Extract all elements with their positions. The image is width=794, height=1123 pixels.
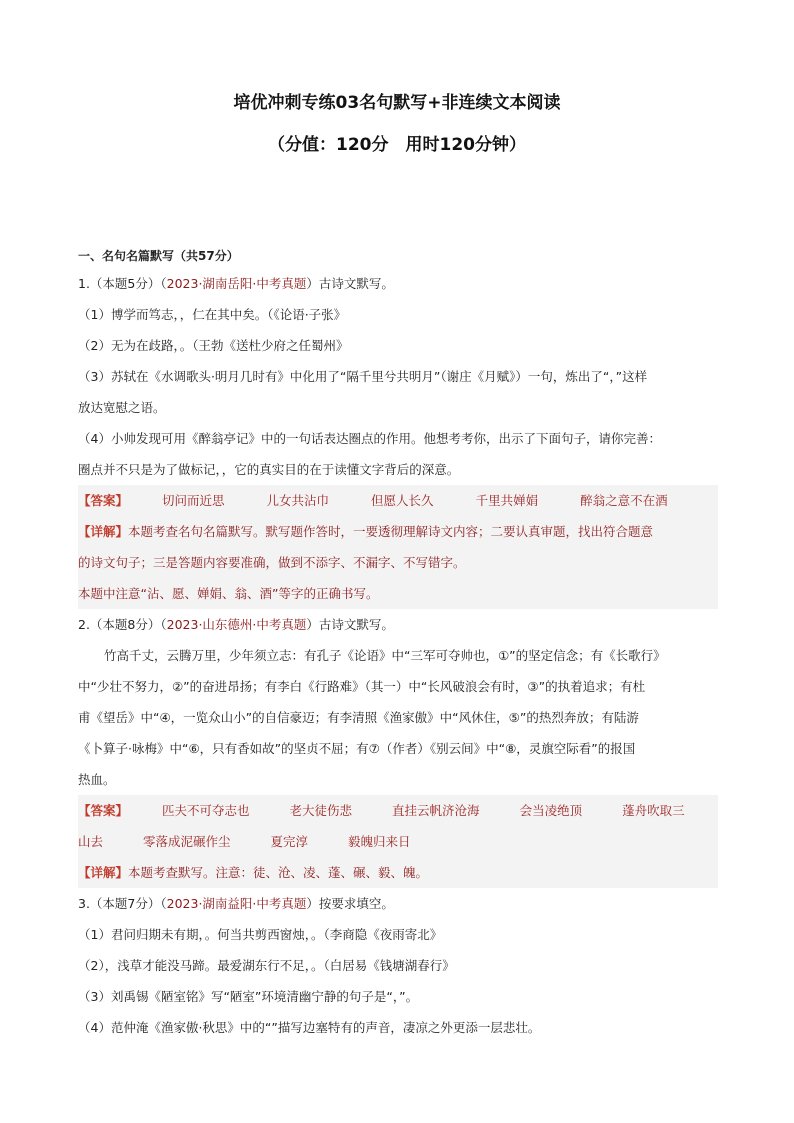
detail-tag: 【详解】 <box>78 524 129 539</box>
question-2-passage: 甫《望岳》中“④，一览众山小”的自信豪迈；有李清照《渔家傲》中“风休住，⑤”的热烈奔放；有陆游 <box>78 710 639 725</box>
answer-item: 蓬舟吹取三 <box>622 803 685 818</box>
page-subtitle: （分值：120分 用时120分钟） <box>268 135 526 155</box>
detail-tag: 【详解】 <box>78 865 129 880</box>
question-1-item: 放达宽慰之语。 <box>78 400 166 415</box>
answer-item: 毅魄归来日 <box>348 834 411 849</box>
question-1-detail: 【详解】本题考查名句名篇默写。默写题作答时，一要透彻理解诗文内容；二要认真审题，找出符合题意 <box>78 516 718 547</box>
question-1-detail: 本题中注意“沾、愿、婵娟、翁、酒”等字的正确书写。 <box>78 578 718 609</box>
question-2-detail: 【详解】本题考查默写。注意：徒、沧、凌、蓬、碾、毅、魄。 <box>78 857 718 888</box>
document-body <box>78 244 718 1043</box>
answer-item: 醉翁之意不在酒 <box>580 493 668 508</box>
answer-item: 直挂云帆济沧海 <box>392 803 480 818</box>
question-2-passage: 热血。 <box>78 772 116 787</box>
question-1-item: 圈点并不只是为了做标记，，它的真实目的在于读懂文字背后的深意。 <box>78 462 460 477</box>
question-1-item: （3）苏轼在《水调歌头·明月几时有》中化用了“隔千里兮共明月”（谢庄《月赋》）一句，炼出了“，”这样 <box>78 369 648 384</box>
answer-item: 儿女共沾巾 <box>266 493 330 508</box>
answer-item: 零落成泥碾作尘 <box>143 834 231 849</box>
question-3-source: 2023·湖南益阳·中考真题 <box>166 896 307 911</box>
question-1-item: （2）无为在歧路，。（王勃《送杜少府之任蜀州》 <box>78 338 349 353</box>
page-title: 培优冲刺专练03名句默写+非连续文本阅读 <box>233 93 561 113</box>
question-3-header: 3.（本题7分）（2023·湖南益阳·中考真题）按要求填空。 <box>78 896 394 911</box>
question-2-answer <box>78 826 718 857</box>
answer-item: 匹夫不可夺志也 <box>162 803 250 818</box>
question-2-passage: 中“少壮不努力，②”的奋进昂扬；有李白《行路难》（其一）中“长风破浪会有时，③”的执着追求；有杜 <box>78 679 646 694</box>
answer-item: 千里共婵娟 <box>475 493 539 508</box>
answer-item: 夏完淳 <box>270 834 309 849</box>
answer-item: 山去 <box>78 834 104 849</box>
answer-tag: 【答案】 <box>78 493 129 508</box>
question-2-answer <box>78 795 718 826</box>
answer-item: 但愿人长久 <box>371 493 434 508</box>
answer-item: 切问而近思 <box>162 493 225 508</box>
question-2-source: 2023·山东德州·中考真题 <box>166 617 307 632</box>
question-1-item: （1）博学而笃志，，仁在其中矣。（《论语·子张》 <box>78 307 347 322</box>
answer-tag: 【答案】 <box>78 803 129 818</box>
question-1-source: 2023·湖南岳阳·中考真题 <box>166 276 307 291</box>
question-3-item: （4）范仲淹《渔家傲·秋思》中的“”描写边塞特有的声音，凄凉之外更添一层悲壮。 <box>78 1020 541 1035</box>
question-3-item: （3）刘禹锡《陋室铭》写“陋室”环境清幽宁静的句子是“，”。 <box>78 989 419 1004</box>
answer-item: 会当凌绝顶 <box>519 803 583 818</box>
section-heading: 一、名句名篇默写（共57分） <box>78 249 239 263</box>
question-3-item: （1）君问归期未有期，。何当共剪西窗烛，。（李商隐《夜雨寄北》 <box>78 927 443 942</box>
question-2-header: 2.（本题8分）（2023·山东德州·中考真题）古诗文默写。 <box>78 617 394 632</box>
question-3-item: （2），浅草才能没马蹄。最爱湖东行不足，。（白居易《钱塘湖春行》 <box>78 958 455 973</box>
question-1-answer <box>78 485 718 516</box>
question-2-passage: 竹高千丈，云腾万里，少年须立志：有孔子《论语》中“三军可夺帅也，①”的坚定信念；有《长歌行》 <box>104 648 666 663</box>
answer-item: 老大徒伤悲 <box>289 803 353 818</box>
question-2-passage: 《卜算子·咏梅》中“⑥，只有香如故”的坚贞不屈；有⑦（作者）《别云间》中“⑧，灵旗空际看”的报国 <box>78 741 636 756</box>
question-1-detail: 的诗文句子；三是答题内容要准确，做到不添字、不漏字、不写错字。 <box>78 547 718 578</box>
question-1-header: 1.（本题5分）（2023·湖南岳阳·中考真题）古诗文默写。 <box>78 276 394 291</box>
question-1-item: （4）小帅发现可用《醉翁亭记》中的一句话表达圈点的作用。他想考考你，出示了下面句子，请你完善： <box>78 431 661 446</box>
